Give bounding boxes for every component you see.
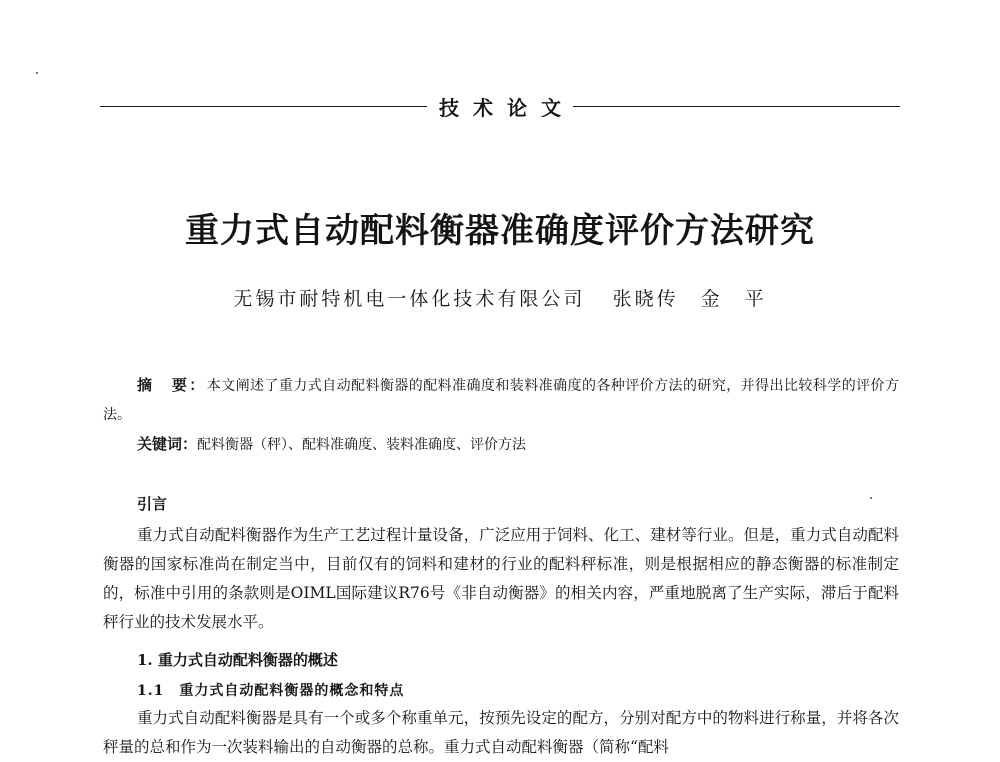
- section-1-1-heading: 1.1 重力式自动配料衡器的概念和特点: [137, 683, 405, 699]
- header-rule-right: [573, 106, 900, 107]
- scan-speck: [870, 497, 872, 499]
- affiliation: 无锡市耐特机电一体化技术有限公司: [233, 288, 586, 310]
- abstract-text: 本文阐述了重力式自动配料衡器的配料准确度和装料准确度的各种评价方法的研究，并得出比较科学的评价方法。: [103, 378, 899, 423]
- keywords: [137, 430, 897, 460]
- abstract-label: 摘 要：: [137, 376, 207, 394]
- journal-section-header: [100, 88, 900, 124]
- section-1-1-paragraph: 重力式自动配料衡器是具有一个或多个称重单元，按预先设定的配方，分别对配方中的物料进行称量，并将各次秤量的总和作为一次装料输出的自动衡器的总称。重力式自动配料衡器（简称“配料: [103, 709, 899, 756]
- section-1-heading: 1. 重力式自动配料衡器的概述: [137, 651, 338, 669]
- keywords-text: 配料衡器（秤）、配料准确度、装料准确度、评价方法: [197, 437, 527, 453]
- paper-title: 重力式自动配料衡器准确度评价方法研究: [185, 211, 815, 251]
- scan-speck: [36, 72, 38, 74]
- intro-heading: 引言: [137, 495, 168, 513]
- abstract: [103, 371, 899, 430]
- authors: 张晓传 金 平: [612, 288, 767, 310]
- keywords-label: 关键词：: [137, 435, 198, 453]
- section-label: 技术论文: [439, 95, 575, 120]
- author-line: [0, 284, 1000, 311]
- intro-paragraph: 重力式自动配料衡器作为生产工艺过程计量设备，广泛应用于饲料、化工、建材等行业。但是，重力式自动配料衡器的国家标准尚在制定当中，目前仅有的饲料和建材的行业的配料秤标准，则是根据相应的静态衡器的标准制定的，标准中引用的条款则是OIML国际建议R76号《非自动衡器》的相关内容，严重地脱离了生产实际，滞后于配料秤行业的技术发展水平。: [103, 526, 899, 631]
- header-rule-left: [100, 106, 427, 107]
